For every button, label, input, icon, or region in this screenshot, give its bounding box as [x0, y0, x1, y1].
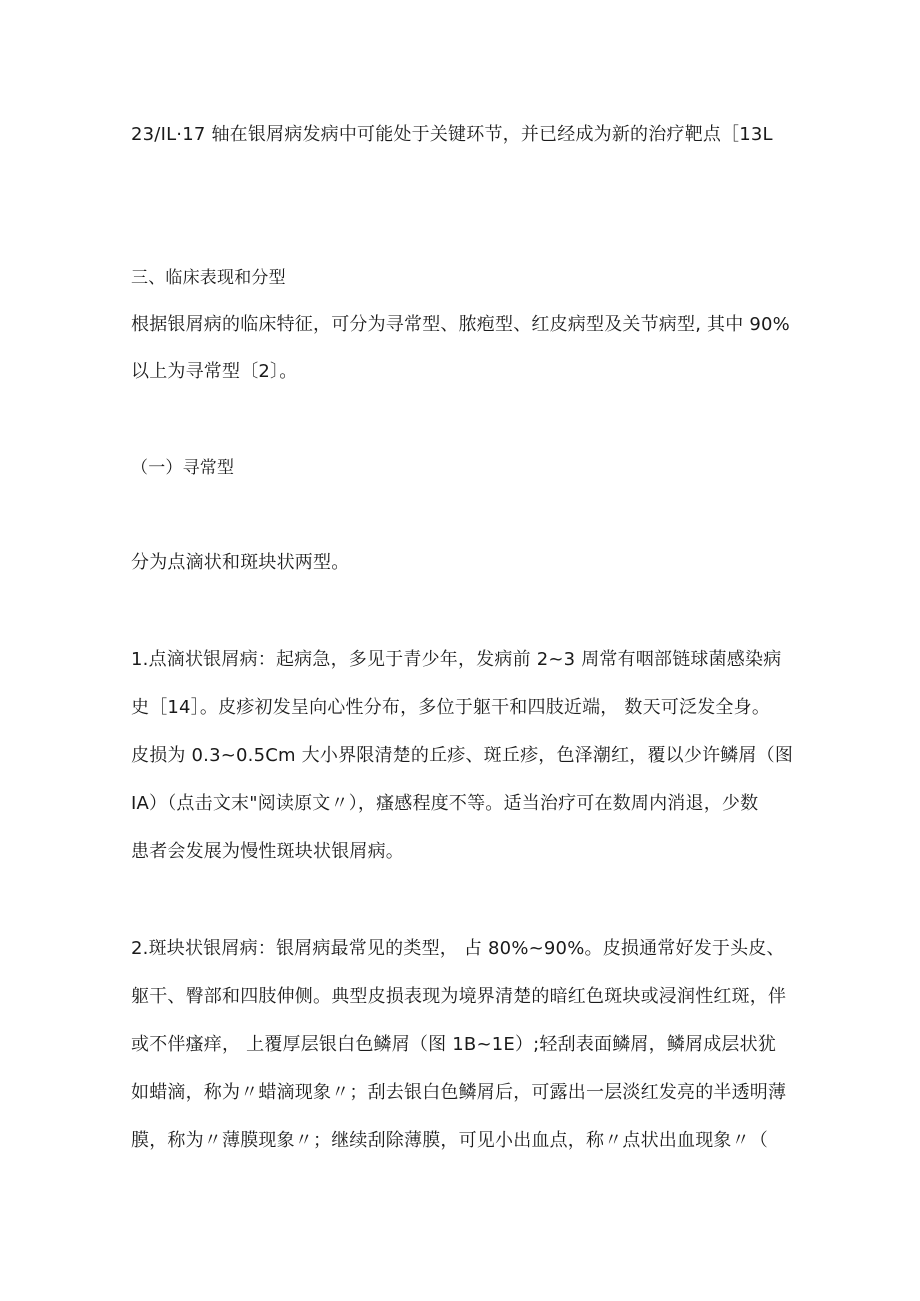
subsection-intro: 分为点滴状和斑块状两型。 — [131, 552, 350, 573]
intro-line: 23/IL·17 轴在银屑病发病中可能处于关键环节，并已经成为新的治疗靶点［13L — [131, 124, 773, 145]
section-para-line-2: 以上为寻常型〔2〕。 — [131, 361, 298, 382]
item2-line-4: 如蜡滴，称为〃蜡滴现象〃；刮去银白色鳞屑后，可露出一层淡红发亮的半透明薄 — [131, 1082, 787, 1103]
item2-line-3: 或不伴瘙痒， 上覆厚层银白色鳞屑（图 1B~1E）;轻刮表面鳞屑，鳞屑成层状犹 — [131, 1034, 777, 1055]
item1-line-2: 史［14］。皮疹初发呈向心性分布，多位于躯干和四肢近端， 数天可泛发全身。 — [131, 697, 771, 718]
item1-line-1: 1.点滴状银屑病：起病急，多见于青少年，发病前 2~3 周常有咽部链球菌感染病 — [131, 649, 782, 670]
subsection-heading: （一）寻常型 — [131, 458, 235, 478]
item2-line-1: 2.斑块状银屑病：银屑病最常见的类型， 占 80%~90%。皮损通常好发于头皮、 — [131, 938, 785, 959]
item2-line-2: 躯干、臀部和四肢伸侧。典型皮损表现为境界清楚的暗红色斑块或浸润性红斑，伴 — [131, 986, 787, 1007]
item1-line-4: IA）（点击文末"阅读原文〃），瘙感程度不等。适当治疗可在数周内消退，少数 — [131, 793, 759, 814]
section-para-line-1: 根据银屑病的临床特征，可分为寻常型、脓疱型、红皮病型及关节病型, 其中 90% — [131, 314, 790, 335]
item1-line-5: 患者会发展为慢性斑块状银屑病。 — [131, 841, 404, 862]
item2-line-5: 膜，称为〃薄膜现象〃；继续刮除薄膜，可见小出血点，称〃点状出血现象〃（ — [131, 1130, 768, 1151]
section-heading: 三、临床表现和分型 — [131, 268, 286, 288]
item1-line-3: 皮损为 0.3~0.5Cm 大小界限清楚的丘疹、斑丘疹，色泽潮红，覆以少许鳞屑（图 — [131, 745, 794, 766]
